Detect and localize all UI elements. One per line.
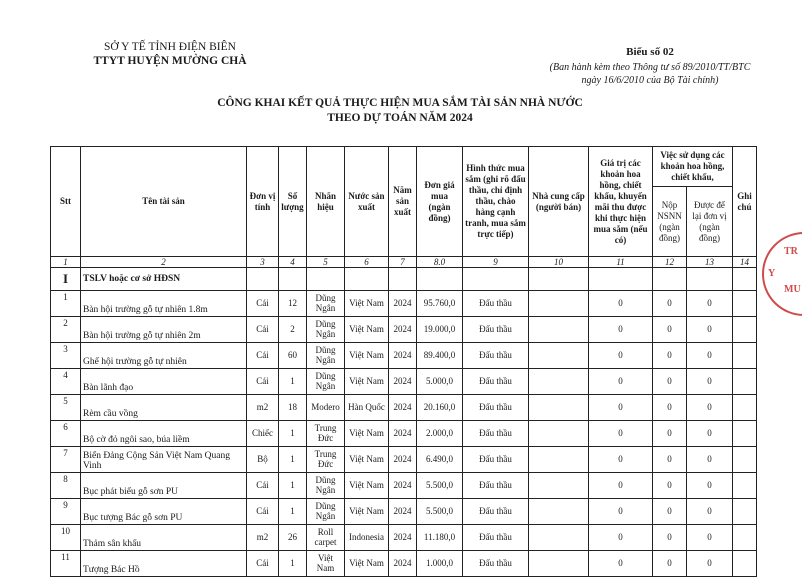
row-keep: 0	[687, 499, 733, 525]
row-stt: 2	[51, 317, 81, 343]
row-unit: m2	[247, 525, 279, 551]
row-unit: Cái	[247, 343, 279, 369]
form-number: Biểu số 02	[626, 46, 674, 58]
row-keep: 0	[687, 369, 733, 395]
row-stt: 9	[51, 499, 81, 525]
column-index: 1	[51, 257, 81, 268]
row-keep: 0	[687, 317, 733, 343]
row-stt: 3	[51, 343, 81, 369]
row-method: Đấu thầu	[463, 395, 529, 421]
row-nsnn: 0	[653, 395, 687, 421]
row-keep: 0	[687, 343, 733, 369]
row-supplier	[529, 291, 589, 317]
row-keep: 0	[687, 291, 733, 317]
row-supplier	[529, 395, 589, 421]
column-index: 6	[345, 257, 389, 268]
column-index: 3	[247, 257, 279, 268]
parent-organization: SỞ Y TẾ TỈNH ĐIỆN BIÊN	[104, 41, 236, 53]
row-qty: 60	[279, 343, 307, 369]
row-nsnn: 0	[653, 525, 687, 551]
row-stt: 10	[51, 525, 81, 551]
section-row	[51, 268, 757, 291]
row-method: Đấu thầu	[463, 525, 529, 551]
row-nsnn: 0	[653, 421, 687, 447]
row-year: 2024	[389, 499, 417, 525]
column-index: 8.0	[417, 257, 463, 268]
header-qty: Số lượng	[279, 147, 307, 257]
row-year: 2024	[389, 343, 417, 369]
row-qty: 2	[279, 317, 307, 343]
row-nsnn: 0	[653, 473, 687, 499]
row-name: Bàn lãnh đạo	[81, 369, 247, 395]
row-price: 19.000,0	[417, 317, 463, 343]
row-method: Đấu thầu	[463, 317, 529, 343]
row-price: 6.490,0	[417, 447, 463, 473]
row-price: 89.400,0	[417, 343, 463, 369]
row-commission: 0	[589, 291, 653, 317]
row-price: 11.180,0	[417, 525, 463, 551]
row-qty: 26	[279, 525, 307, 551]
row-method: Đấu thầu	[463, 343, 529, 369]
row-stt: 11	[51, 551, 81, 577]
row-note	[733, 369, 757, 395]
organization-header	[70, 40, 270, 68]
row-method: Đấu thầu	[463, 369, 529, 395]
row-note	[733, 395, 757, 421]
row-brand: Modero	[307, 395, 345, 421]
row-keep: 0	[687, 447, 733, 473]
header-commission: Giá trị các khoản hoa hồng, chiết khấu, khuyến mãi thu được khi thực hiện mua sắm (nếu có)	[589, 147, 653, 257]
row-name: Bục phát biểu gỗ sơn PU	[81, 473, 247, 499]
column-index: 2	[81, 257, 247, 268]
row-commission: 0	[589, 343, 653, 369]
table-row	[51, 551, 757, 577]
row-supplier	[529, 421, 589, 447]
row-name: Tượng Bác Hồ	[81, 551, 247, 577]
column-index: 4	[279, 257, 307, 268]
header-method: Hình thức mua sắm (ghi rõ đấu thầu, chỉ định thầu, chào hàng cạnh tranh, mua sắm trực tiếp)	[463, 147, 529, 257]
row-brand: Trung Đức	[307, 447, 345, 473]
document-title	[150, 96, 650, 126]
row-unit: Chiếc	[247, 421, 279, 447]
row-unit: Cái	[247, 317, 279, 343]
row-supplier	[529, 343, 589, 369]
row-qty: 1	[279, 551, 307, 577]
row-supplier	[529, 369, 589, 395]
row-keep: 0	[687, 395, 733, 421]
header-supplier: Nhà cung cấp (người bán)	[529, 147, 589, 257]
row-unit: Bộ	[247, 447, 279, 473]
row-price: 5.500,0	[417, 499, 463, 525]
row-qty: 1	[279, 421, 307, 447]
row-brand: Trung Đức	[307, 421, 345, 447]
seal-text-c: MU	[784, 284, 801, 295]
row-nsnn: 0	[653, 317, 687, 343]
row-country: Việt Nam	[345, 551, 389, 577]
row-country: Việt Nam	[345, 499, 389, 525]
row-note	[733, 499, 757, 525]
row-qty: 12	[279, 291, 307, 317]
header-stt: Stt	[51, 147, 81, 257]
row-unit: Cái	[247, 499, 279, 525]
row-qty: 18	[279, 395, 307, 421]
header-unit: Đơn vị tính	[247, 147, 279, 257]
row-note	[733, 551, 757, 577]
row-note	[733, 473, 757, 499]
row-price: 5.000,0	[417, 369, 463, 395]
seal-text-a: TR	[784, 246, 798, 257]
row-nsnn: 0	[653, 551, 687, 577]
row-brand: Roll carpet	[307, 525, 345, 551]
row-country: Hàn Quốc	[345, 395, 389, 421]
row-qty: 1	[279, 473, 307, 499]
row-commission: 0	[589, 369, 653, 395]
row-method: Đấu thầu	[463, 551, 529, 577]
row-nsnn: 0	[653, 291, 687, 317]
row-nsnn: 0	[653, 343, 687, 369]
column-index: 7	[389, 257, 417, 268]
row-keep: 0	[687, 551, 733, 577]
row-name: Bục tượng Bác gỗ sơn PU	[81, 499, 247, 525]
row-commission: 0	[589, 499, 653, 525]
row-year: 2024	[389, 317, 417, 343]
row-year: 2024	[389, 395, 417, 421]
row-supplier	[529, 317, 589, 343]
column-index: 14	[733, 257, 757, 268]
row-stt: 8	[51, 473, 81, 499]
row-name: Thảm sân khấu	[81, 525, 247, 551]
row-brand: Dũng Ngân	[307, 369, 345, 395]
row-commission: 0	[589, 525, 653, 551]
organization-name: TTYT HUYỆN MƯỜNG CHÀ	[93, 55, 247, 67]
row-note	[733, 291, 757, 317]
row-qty: 1	[279, 447, 307, 473]
table-row	[51, 369, 757, 395]
legal-basis-line1: (Ban hành kèm theo Thông tư số 89/2010/TT/BTC	[549, 62, 751, 73]
row-commission: 0	[589, 395, 653, 421]
row-country: Indonesia	[345, 525, 389, 551]
section-symbol: I	[51, 268, 81, 291]
row-country: Việt Nam	[345, 291, 389, 317]
row-commission: 0	[589, 447, 653, 473]
table-row	[51, 447, 757, 473]
row-note	[733, 447, 757, 473]
row-year: 2024	[389, 525, 417, 551]
column-index: 5	[307, 257, 345, 268]
official-seal	[762, 232, 802, 316]
header-price: Đơn giá mua (ngàn đồng)	[417, 147, 463, 257]
row-nsnn: 0	[653, 369, 687, 395]
row-supplier	[529, 447, 589, 473]
row-brand: Dũng Ngân	[307, 343, 345, 369]
column-index-row	[51, 257, 757, 268]
table-row	[51, 525, 757, 551]
row-supplier	[529, 551, 589, 577]
row-country: Việt Nam	[345, 473, 389, 499]
table-row	[51, 499, 757, 525]
row-method: Đấu thầu	[463, 447, 529, 473]
row-year: 2024	[389, 447, 417, 473]
table-row	[51, 291, 757, 317]
table-row	[51, 343, 757, 369]
header-use-keep: Được để lại đơn vị (ngàn đồng)	[687, 187, 733, 257]
row-price: 2.000,0	[417, 421, 463, 447]
row-brand: Việt Nam	[307, 551, 345, 577]
row-price: 95.760,0	[417, 291, 463, 317]
row-commission: 0	[589, 317, 653, 343]
row-stt: 1	[51, 291, 81, 317]
seal-text-b: Y	[768, 268, 776, 279]
row-stt: 6	[51, 421, 81, 447]
row-unit: Cái	[247, 551, 279, 577]
row-note	[733, 317, 757, 343]
row-brand: Dũng Ngân	[307, 499, 345, 525]
table-row	[51, 395, 757, 421]
row-keep: 0	[687, 473, 733, 499]
row-note	[733, 421, 757, 447]
row-price: 1.000,0	[417, 551, 463, 577]
row-method: Đấu thầu	[463, 421, 529, 447]
row-unit: Cái	[247, 473, 279, 499]
title-line2: THEO DỰ TOÁN NĂM 2024	[327, 112, 473, 124]
row-nsnn: 0	[653, 447, 687, 473]
title-line1: CÔNG KHAI KẾT QUẢ THỰC HIỆN MUA SẮM TÀI SẢN NHÀ NƯỚC	[217, 97, 583, 109]
row-name: Biển Đảng Cộng Sản Việt Nam Quang Vinh	[81, 447, 247, 473]
row-supplier	[529, 473, 589, 499]
row-supplier	[529, 525, 589, 551]
header-year: Năm sản xuất	[389, 147, 417, 257]
row-keep: 0	[687, 421, 733, 447]
row-year: 2024	[389, 369, 417, 395]
row-price: 5.500,0	[417, 473, 463, 499]
header-brand: Nhãn hiệu	[307, 147, 345, 257]
legal-basis-line2: ngày 16/6/2010 của Bộ Tài chính)	[581, 75, 719, 86]
row-unit: Cái	[247, 291, 279, 317]
row-commission: 0	[589, 421, 653, 447]
row-country: Việt Nam	[345, 447, 389, 473]
row-year: 2024	[389, 551, 417, 577]
row-unit: m2	[247, 395, 279, 421]
header-use-nsnn: Nộp NSNN (ngàn đồng)	[653, 187, 687, 257]
row-name: Bộ cờ đỏ ngôi sao, búa liềm	[81, 421, 247, 447]
row-brand: Dũng Ngân	[307, 291, 345, 317]
row-keep: 0	[687, 525, 733, 551]
section-label: TSLV hoặc cơ sở HĐSN	[81, 268, 247, 291]
row-method: Đấu thầu	[463, 473, 529, 499]
header-name: Tên tài sản	[81, 147, 247, 257]
row-name: Bàn hội trường gỗ tự nhiên 2m	[81, 317, 247, 343]
row-note	[733, 343, 757, 369]
row-stt: 7	[51, 447, 81, 473]
row-brand: Dũng Ngân	[307, 317, 345, 343]
row-stt: 4	[51, 369, 81, 395]
row-qty: 1	[279, 499, 307, 525]
row-brand: Dũng Ngân	[307, 473, 345, 499]
row-supplier	[529, 499, 589, 525]
column-index: 9	[463, 257, 529, 268]
row-qty: 1	[279, 369, 307, 395]
row-commission: 0	[589, 473, 653, 499]
table-row	[51, 473, 757, 499]
row-note	[733, 525, 757, 551]
row-country: Việt Nam	[345, 421, 389, 447]
row-method: Đấu thầu	[463, 291, 529, 317]
row-country: Việt Nam	[345, 317, 389, 343]
row-commission: 0	[589, 551, 653, 577]
header-use-group: Việc sử dụng các khoản hoa hồng, chiết khấu,	[653, 147, 733, 187]
row-year: 2024	[389, 291, 417, 317]
row-country: Việt Nam	[345, 369, 389, 395]
row-stt: 5	[51, 395, 81, 421]
row-price: 20.160,0	[417, 395, 463, 421]
row-nsnn: 0	[653, 499, 687, 525]
row-year: 2024	[389, 473, 417, 499]
header-note: Ghi chú	[733, 147, 757, 257]
table-row	[51, 421, 757, 447]
table-body	[51, 257, 757, 577]
form-reference	[525, 46, 775, 87]
column-index: 10	[529, 257, 589, 268]
table-row	[51, 317, 757, 343]
row-method: Đấu thầu	[463, 499, 529, 525]
column-index: 12	[653, 257, 687, 268]
row-country: Việt Nam	[345, 343, 389, 369]
column-index: 13	[687, 257, 733, 268]
header-country: Nước sản xuất	[345, 147, 389, 257]
row-name: Ghế hội trường gỗ tự nhiên	[81, 343, 247, 369]
column-index: 11	[589, 257, 653, 268]
row-year: 2024	[389, 421, 417, 447]
asset-procurement-table	[50, 146, 757, 577]
row-unit: Cái	[247, 369, 279, 395]
row-name: Bàn hội trường gỗ tự nhiên 1.8m	[81, 291, 247, 317]
row-name: Rèm cầu vồng	[81, 395, 247, 421]
